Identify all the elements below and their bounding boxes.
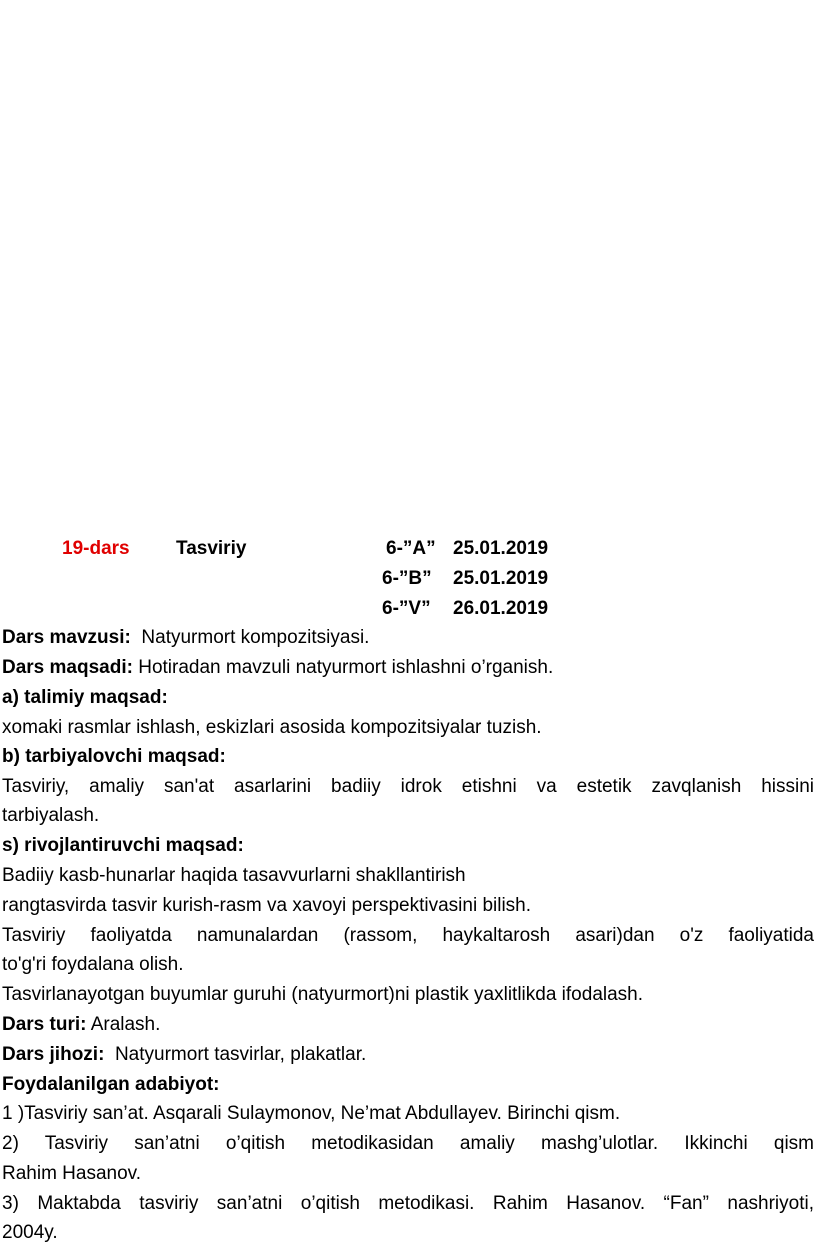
literature-item-2-line2: Rahim Hasanov. xyxy=(2,1163,142,1184)
class-date-b: 25.01.2019 xyxy=(453,568,549,589)
literature-item-1: 1 )Tasviriy san’at. Asqarali Sulaymonov, Ne’mat Abdullayev. Birinchi qism. xyxy=(2,1103,621,1124)
upbringing-goal-text-line2: tarbiyalash. xyxy=(2,805,100,826)
educational-goal-text: xomaki rasmlar ishlash, eskizlari asosida kompozitsiyalar tuzish. xyxy=(2,717,542,738)
subject-title: Tasviriy xyxy=(176,538,247,559)
class-date-v: 26.01.2019 xyxy=(453,598,549,619)
developmental-goal-text-2: rangtasvirda tasvir kurish-rasm va xavoyi perspektivasini bilish. xyxy=(2,895,532,916)
class-label-a: 6-”A” xyxy=(386,538,436,559)
developmental-goal-text-4: Tasvirlanayotgan buyumlar guruhi (natyurmort)ni plastik yaxlitlikda ifodalash. xyxy=(2,984,644,1005)
literature-item-2-line1: 2) Tasviriy san’atni o’qitish metodikasidan amaliy mashg’ulotlar. Ikkinchi qism xyxy=(2,1133,814,1154)
class-date-a: 25.01.2019 xyxy=(453,538,549,559)
educational-goal-heading: a) talimiy maqsad: xyxy=(2,687,168,708)
lesson-equipment xyxy=(2,1040,814,1070)
equipment-label: Dars jihozi: xyxy=(2,1044,105,1065)
type-value: Aralash. xyxy=(86,1014,161,1035)
lesson-type xyxy=(2,1010,814,1040)
developmental-goal-text-3-line2: to'g'ri foydalana olish. xyxy=(2,954,184,975)
type-label: Dars turi: xyxy=(2,1014,87,1035)
upbringing-goal-heading: b) tarbiyalovchi maqsad: xyxy=(2,746,226,767)
literature-item-3-line2: 2004y. xyxy=(2,1222,58,1243)
equipment-value: Natyurmort tasvirlar, plakatlar. xyxy=(104,1044,367,1065)
topic-label: Dars mavzusi: xyxy=(2,627,131,648)
literature-item-3-line1: 3) Maktabda tasviriy san’atni o’qitish metodikasi. Rahim Hasanov. “Fan” nashriyoti, xyxy=(2,1193,814,1214)
lesson-topic xyxy=(2,623,814,653)
goal-value: Hotiradan mavzuli natyurmort ishlashni o’rganish. xyxy=(132,657,554,678)
upbringing-goal-text-line1: Tasviriy, amaliy san'at asarlarini badiiy idrok etishni va estetik zavqlanish hissini xyxy=(2,776,814,797)
lesson-goal xyxy=(2,653,814,683)
topic-value: Natyurmort kompozitsiyasi. xyxy=(130,627,370,648)
class-label-b: 6-”B” xyxy=(382,568,432,589)
goal-label: Dars maqsadi: xyxy=(2,657,133,678)
literature-heading: Foydalanilgan adabiyot: xyxy=(2,1074,220,1095)
class-label-v: 6-”V” xyxy=(382,598,431,619)
developmental-goal-text-1: Badiiy kasb-hunarlar haqida tasavvurlarni shakllantirish xyxy=(2,865,466,886)
developmental-goal-text-3-line1: Tasviriy faoliyatda namunalardan (rassom, haykaltarosh asari)dan o'z faoliyatida xyxy=(2,925,814,946)
lesson-number: 19-dars xyxy=(62,538,130,559)
developmental-goal-heading: s) rivojlantiruvchi maqsad: xyxy=(2,835,244,856)
